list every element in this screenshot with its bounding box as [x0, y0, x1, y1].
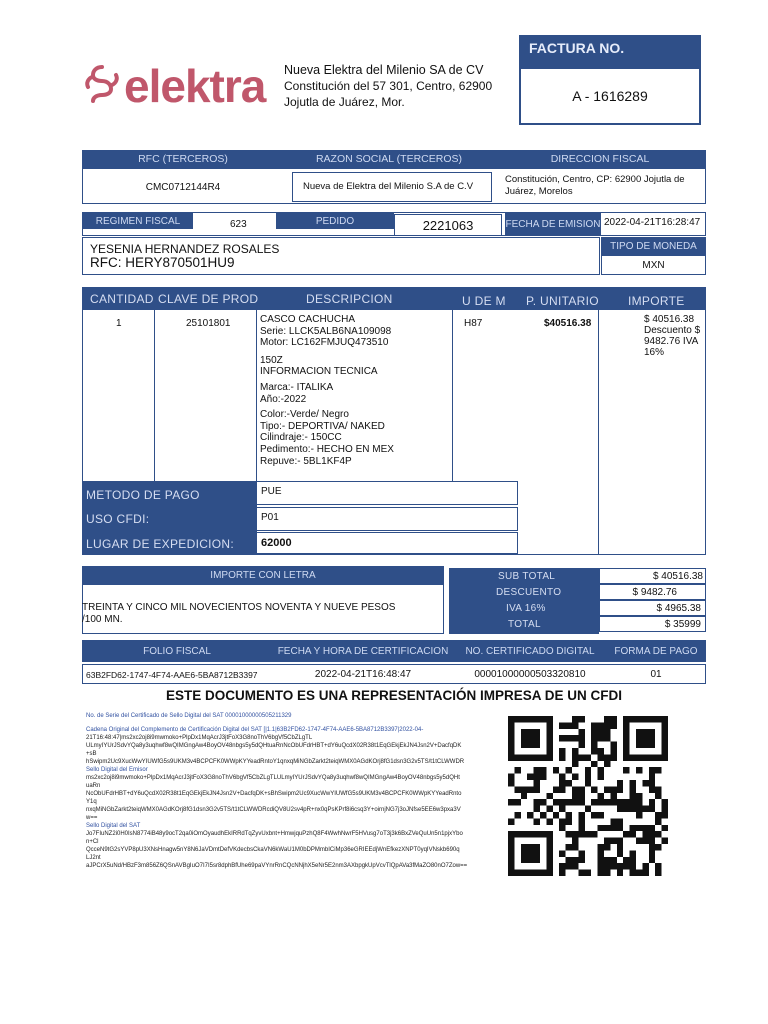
header-cantidad: CANTIDAD [90, 292, 154, 306]
header-unitario: P. UNITARIO [526, 294, 599, 308]
regimen-value: 623 [230, 219, 247, 230]
footer-line: Y1q [86, 799, 97, 805]
company-address-1: Constitución del 57 301, Centro, 62900 [284, 79, 493, 93]
folio-value: 63B2FD62-1747-4F74-AAE6-5BA8712B3397 [86, 670, 258, 680]
footer-line: Sello Digital del Emisor [86, 767, 148, 773]
descuento-value: $ 9482.76 [599, 584, 706, 600]
letra-value: TREINTA Y CINCO MIL NOVECIENTOS NOVENTA Y NUEVE PESOS /100 MN. [82, 602, 396, 625]
direccion-value: Constitución, Centro, CP: 62900 Jojutla de Juárez, Morelos [505, 174, 685, 197]
moneda-value: MXN [601, 255, 706, 275]
rfc-value: CMC0712144R4 [145, 182, 221, 193]
footer-line: uaRn [86, 783, 101, 789]
desc-line: Pedimento:- HECHO EN MEX [260, 443, 394, 455]
desc-line: Tipo:- DEPORTIVA/ NAKED [260, 420, 385, 432]
invoice-label: FACTURA NO. [519, 35, 701, 67]
logo [84, 58, 274, 114]
fecha-cert-label: FECHA Y HORA DE CERTIFICACION [272, 640, 454, 662]
moneda-label: TIPO DE MONEDA [601, 237, 706, 255]
item-cantidad: 1 [116, 318, 122, 329]
desc-line: Repuve:- 5BL1KF4P [260, 455, 352, 467]
footer-line: Jo7FIuNZ2i0H0IsN8774iB48y9ocT2qa0iOmOyaudhEkIRRdTqZyvUxbnt+HmwjquPzhQ8F4WwhNwrF5HVusg7oT3j3k6BxZVeQuUn5n1pjxYbo [86, 831, 463, 837]
nocert-value: 00001000000503320810 [474, 669, 586, 680]
footer-line: NcObUFdrHBT+dY6uQcdX02R38t1EqGEkjEkJN4Jsn2V+DacfqDK+sBhSwipm2Uc9XucWwYIUWfG5s9UKM3v4BCPCFK0WWpKYYeadRnto [86, 791, 462, 797]
qr-code-icon [508, 716, 668, 876]
footer-line: nxqMiNGbZarkt2teiqWMX0AGdKOrj8fG1dsn3G2v5TS/t1tCLWWDRcdiQV8U2sv4pR+nx0qPsKPrf8i6csq3Y+oirnjNG7j3oJNfse5EE6w3pxa3V [86, 807, 461, 813]
footer-line: n+Cl [86, 839, 99, 845]
subtotal-value: $ 40516.38 [599, 568, 706, 584]
item-udem: H87 [464, 318, 483, 329]
header-clave: CLAVE DE PROD [158, 292, 259, 306]
subtotal-label: SUB TOTAL [498, 571, 556, 582]
razon-header: RAZON SOCIAL (TERCEROS) [284, 150, 494, 168]
iva-label: IVA 16% [506, 603, 546, 614]
header-descripcion: DESCRIPCION [306, 292, 393, 306]
footer-title: ESTE DOCUMENTO ES UNA REPRESENTACIÓN IMPRESA DE UN CFDI [165, 688, 623, 703]
col-divider-3 [452, 309, 453, 481]
forma-value: 01 [650, 669, 662, 680]
desc-line: Año:-2022 [260, 393, 307, 405]
item-clave: 25101801 [186, 318, 231, 329]
col-divider-4 [598, 309, 599, 555]
razon-value: Nueva de Elektra del Milenio S.A de C.V [292, 172, 492, 202]
desc-line: Marca:- ITALIKA [260, 381, 334, 393]
fecha-cert-value: 2022-04-21T16:48:47 [314, 669, 412, 680]
iva-value: $ 4965.38 [599, 600, 706, 616]
footer-line: QcceN9tG2sYVP8pU3XNsHnagw5nY8N6JaVDmtDefVKdecbsCkaVN6kWaU1M0bDPMmbICiMp36eGRIEEdjWnEfkezXNPT0yqIVNskb690q [86, 847, 460, 853]
letra-label: IMPORTE CON LETRA [82, 566, 444, 584]
footer-line: hSwipm2Uc9XucWwYIUWfG5s9UKM3v4BCPCFK0WWpKYYeadRntoY1qnxqMiNGbZarkt2teiqWMX0AGdKOrj8fG1dsn3G2v5TS/t1tCLWWDR [86, 759, 465, 765]
company-address-2: Jojutla de Juárez, Mor. [284, 95, 405, 109]
desc-line: 150Z [260, 354, 283, 366]
footer-line: w== [86, 815, 98, 821]
elektra-logo-icon [84, 63, 120, 109]
item-descripcion [260, 314, 450, 467]
uso-label: USO CFDI: [86, 512, 150, 526]
desc-line: Cilindraje:- 150CC [260, 432, 342, 444]
total-label: TOTAL [508, 619, 541, 630]
pedido-label: PEDIDO [276, 213, 394, 229]
regimen-label: REGIMEN FISCAL [83, 213, 193, 229]
lugar-value: 62000 [256, 532, 518, 554]
customer-rfc: RFC: HERY870501HU9 [90, 255, 235, 270]
desc-line: CASCO CACHUCHA [260, 314, 356, 325]
invoice-number: A - 1616289 [572, 88, 648, 104]
nocert-label: NO. CERTIFICADO DIGITAL [454, 640, 606, 662]
footer-line: LJ2nt [86, 855, 101, 861]
fecha-emision-value: 2022-04-21T16:28:47 [604, 217, 701, 228]
header-udem: U DE M [462, 294, 506, 308]
desc-line: Serie: LLCK5ALB6NA109098 [260, 325, 392, 337]
header-importe: IMPORTE [628, 294, 685, 308]
desc-line: Motor: LC162FMJUQ473510 [260, 337, 389, 349]
desc-line: Color:-Verde/ Negro [260, 409, 349, 421]
metodo-label: METODO DE PAGO [86, 488, 200, 502]
footer-line: ms2xc2oj8i9mwmoko+PlpDx1MqAcrJ3jtFoX3G8noThV6bgVf5CbZLgTLULmyIYUrJSdvYQa8y3uqhwf8wQIMGngAw4BoyOV48nbgs5y5dQHt [86, 775, 460, 781]
lugar-label: LUGAR DE EXPEDICION: [86, 537, 235, 551]
footer-line: No. de Serie del Certificado de Sello Digital del SAT 00001000000505211329 [86, 713, 292, 719]
folio-label: FOLIO FISCAL [82, 640, 272, 662]
footer-line: aJPCrX5uNd/HBzF3m856Z6QSnAVBgIuO7I7I5sr8dphBfUhe69paVYnrRnCQcNNjhX5eNr5E2nm3AXbpgkUpVcvTlQpAVa3fMaZO80nO7Zow== [86, 863, 468, 869]
company-name: Nueva Elektra del Milenio SA de CV [284, 63, 484, 77]
item-unitario: $40516.38 [544, 318, 592, 329]
footer-line: +sB [86, 751, 97, 757]
footer-line: Cadena Original del Complemento de Certificación Digital del SAT [|1.1|63B2FD62-1747-4F74-AAE6-5BA8712B3397|2022-04- [86, 727, 424, 733]
footer-strings [86, 712, 478, 870]
logo-text: elektra [124, 60, 266, 112]
total-value: $ 35999 [599, 616, 706, 632]
item-importe: $ 40516.38 Descuento $ 9482.76 IVA 16% [644, 314, 701, 358]
footer-line: ULmyIYUrJSdvYQa8y3uqhwf8wQIMGngAw4BoyOV48nbgs5y5dQHtuaRnNcObUFdrHBT+dY6uQcdX02R38t1EqGEkjEkJN4Jsn2V+DacfqDK [86, 743, 462, 749]
uso-value: P01 [256, 507, 518, 531]
col-divider-1 [154, 309, 155, 481]
footer-line: 21T16:48:47|ms2xc2oj8i9mwmoko+PlpDx1MqAcrJ3jtFoX3G8noThV6bgVf5CbZLgTL [86, 735, 313, 741]
customer-name: YESENIA HERNANDEZ ROSALES [90, 242, 280, 256]
footer-line: Sello Digital del SAT [86, 823, 141, 829]
invoice-number-box [519, 67, 701, 125]
fecha-emision-label: FECHA DE EMISION [505, 213, 601, 235]
pedido-box [394, 214, 502, 236]
direccion-header: DIRECCION FISCAL [494, 150, 706, 168]
pedido-value: 2221063 [422, 217, 474, 233]
rfc-header: RFC (TERCEROS) [82, 150, 284, 168]
descuento-label: DESCUENTO [496, 587, 562, 598]
desc-line: INFORMACION TECNICA [260, 366, 378, 378]
forma-label: FORMA DE PAGO [606, 640, 706, 662]
company-info [284, 62, 514, 110]
metodo-value: PUE [256, 481, 518, 505]
